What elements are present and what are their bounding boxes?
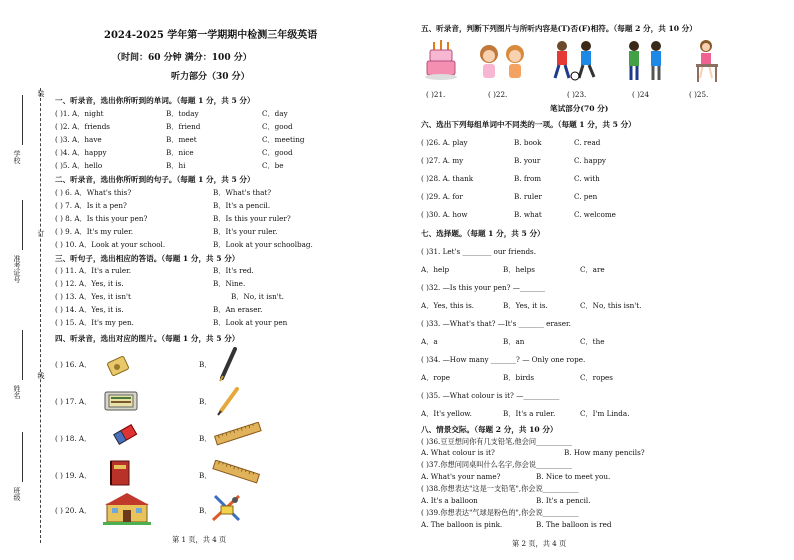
option-39b[interactable]: B. The balloon is red xyxy=(536,520,612,529)
question-18[interactable]: ( ) 18. A． xyxy=(55,434,92,443)
question-2[interactable]: ( )2. A．friends xyxy=(55,122,110,131)
option-7b[interactable]: B．It's a pencil. xyxy=(213,201,271,210)
option-31a[interactable]: A．help xyxy=(421,265,450,274)
option-30c[interactable]: C. welcome xyxy=(574,210,616,219)
two-boys-image[interactable] xyxy=(622,38,670,84)
section-7-heading: 七、选择题。（每题 1 分，共 5 分） xyxy=(421,229,545,238)
option-19b[interactable]: B． xyxy=(199,471,212,480)
section-8-heading: 八、情景交际。（每题 2 分，共 10 分） xyxy=(421,425,558,434)
option-39a[interactable]: A. The balloon is pink. xyxy=(421,520,503,529)
option-18b[interactable]: B． xyxy=(199,434,212,443)
question-11[interactable]: ( ) 11. A．It's a ruler. xyxy=(55,266,132,275)
page-title: 2024-2025 学年第一学期期中检测三年级英语 xyxy=(104,30,318,41)
question-28[interactable]: ( )28. A. thank xyxy=(421,174,474,183)
option-28b[interactable]: B. from xyxy=(514,174,542,183)
option-5b[interactable]: B．hi xyxy=(166,161,186,170)
written-heading: 笔试部分(70 分) xyxy=(550,104,609,113)
binding-line xyxy=(40,88,41,543)
option-27b[interactable]: B. your xyxy=(514,156,541,165)
question-37[interactable]: ( )37.你想问同桌叫什么名字,你会说__________ xyxy=(421,460,572,469)
question-7[interactable]: ( ) 7. A．Is it a pen? xyxy=(55,201,127,210)
option-35b[interactable]: B．It's a ruler. xyxy=(503,409,556,418)
option-37a[interactable]: A. What's your name? xyxy=(421,472,501,481)
question-29[interactable]: ( )29. A. for xyxy=(421,192,463,201)
option-32c[interactable]: C．No, this isn't. xyxy=(580,301,642,310)
option-30b[interactable]: B. what xyxy=(514,210,542,219)
option-28c[interactable]: C. with xyxy=(574,174,600,183)
option-29b[interactable]: B. ruler xyxy=(514,192,542,201)
option-31b[interactable]: B．helps xyxy=(503,265,535,274)
page-2-footer: 第 2 页，共 4 页 xyxy=(512,539,567,548)
question-5[interactable]: ( )5. A．hello xyxy=(55,161,103,170)
option-12b[interactable]: B．Nine. xyxy=(213,279,246,288)
question-4[interactable]: ( )4. A．happy xyxy=(55,148,107,157)
question-20[interactable]: ( ) 20. A． xyxy=(55,506,92,515)
school-image[interactable] xyxy=(103,490,151,526)
pen-image[interactable] xyxy=(217,346,239,382)
answer-25[interactable]: ( )25. xyxy=(689,90,709,99)
question-6[interactable]: ( ) 6. A．What's this? xyxy=(55,188,132,197)
section-1-heading: 一、听录音，选出你所听到的单词。（每题 1 分，共 5 分） xyxy=(55,96,255,105)
option-38b[interactable]: B. It's a pencil. xyxy=(536,496,591,505)
option-34c[interactable]: C．ropes xyxy=(580,373,613,382)
question-3[interactable]: ( )3. A．have xyxy=(55,135,102,144)
question-16[interactable]: ( ) 16. A． xyxy=(55,360,92,369)
answer-23[interactable]: ( )23. xyxy=(567,90,587,99)
question-15[interactable]: ( ) 15. A．It's my pen. xyxy=(55,318,134,327)
question-36[interactable]: ( )36.豆豆想问你有几支铅笔,他会问__________ xyxy=(421,437,572,446)
option-31c[interactable]: C．are xyxy=(580,265,605,274)
option-3b[interactable]: B．meet xyxy=(166,135,197,144)
question-32[interactable]: ( )32. —Is this your pen? —_______ xyxy=(421,283,546,292)
option-4c[interactable]: C．good xyxy=(262,148,293,157)
question-34[interactable]: ( )34. —How many _______? — Only one rope. xyxy=(421,355,586,364)
question-13[interactable]: ( ) 13. A．Yes, it isn't xyxy=(55,292,131,301)
section-3-heading: 三、听句子，选出相应的答语。（每题 1 分，共 5 分） xyxy=(55,254,240,263)
question-1[interactable]: ( )1. A．night xyxy=(55,109,104,118)
option-2c[interactable]: C．good xyxy=(262,122,293,131)
option-38a[interactable]: A. It's a balloon xyxy=(421,496,478,505)
question-30[interactable]: ( )30. A. how xyxy=(421,210,468,219)
option-11b[interactable]: B．It's red. xyxy=(213,266,254,275)
question-38[interactable]: ( )38.你想表达"这是一支铅笔",你会说__________ xyxy=(421,484,579,493)
book-image[interactable] xyxy=(107,458,133,488)
class-field[interactable] xyxy=(22,432,23,482)
exam-info: （时间：60 分钟 满分：100 分） xyxy=(112,53,252,63)
eraser-image[interactable] xyxy=(111,420,139,448)
option-36b[interactable]: B. How many pencils? xyxy=(564,448,645,457)
stationery-image[interactable] xyxy=(209,490,245,526)
option-32b[interactable]: B．Yes, it is. xyxy=(503,301,548,310)
option-36a[interactable]: A. What colour is it? xyxy=(421,448,495,457)
page-1-footer: 第 1 页，共 4 页 xyxy=(172,535,227,544)
pencil-case-image[interactable] xyxy=(103,386,139,414)
option-6b[interactable]: B．What's that? xyxy=(213,188,272,197)
option-2b[interactable]: B．friend xyxy=(166,122,201,131)
option-1b[interactable]: B．today xyxy=(166,109,199,118)
girl-on-chair-image[interactable] xyxy=(690,38,724,84)
section-5-heading: 五、听录音，判断下列图片与所听内容是(T)否(F)相符。（每题 2 分，共 10 分） xyxy=(421,24,697,33)
question-26[interactable]: ( )26. A. play xyxy=(421,138,468,147)
ruler-image-19b[interactable] xyxy=(211,460,261,484)
option-9b[interactable]: B．It's your ruler. xyxy=(213,227,278,236)
question-17[interactable]: ( ) 17. A． xyxy=(55,397,92,406)
answer-21[interactable]: ( )21. xyxy=(426,90,446,99)
option-4b[interactable]: B．nice xyxy=(166,148,194,157)
option-8b[interactable]: B．Is this your ruler? xyxy=(213,214,291,223)
option-13b[interactable]: B．No, it isn't. xyxy=(231,292,284,301)
option-26b[interactable]: B. book xyxy=(514,138,542,147)
section-4-heading: 四、听录音，选出对应的图片。（每题 1 分，共 5 分） xyxy=(55,334,240,343)
option-33a[interactable]: A．a xyxy=(421,337,438,346)
question-10[interactable]: ( ) 10. A．Look at your school. xyxy=(55,240,166,249)
option-27c[interactable]: C. happy xyxy=(574,156,606,165)
answer-24[interactable]: ( )24 xyxy=(632,90,650,99)
birthday-cake-image[interactable] xyxy=(424,38,458,82)
listening-heading: 听力部分（30 分） xyxy=(171,72,250,82)
question-27[interactable]: ( )27. A. my xyxy=(421,156,464,165)
option-34b[interactable]: B．birds xyxy=(503,373,535,382)
option-35a[interactable]: A．It's yellow. xyxy=(421,409,472,418)
section-2-heading: 二、听录音，选出你所听到的句子。（每题 1 分，共 5 分） xyxy=(55,175,255,184)
option-1c[interactable]: C．day xyxy=(262,109,288,118)
question-12[interactable]: ( ) 12. A．Yes, it is. xyxy=(55,279,124,288)
option-3c[interactable]: C．meeting xyxy=(262,135,305,144)
option-33b[interactable]: B．an xyxy=(503,337,525,346)
option-14b[interactable]: B．An eraser. xyxy=(213,305,263,314)
question-33[interactable]: ( )33. —What's that? —It's _______ eraser. xyxy=(421,319,571,328)
option-10b[interactable]: B．Look at your schoolbag. xyxy=(213,240,313,249)
question-39[interactable]: ( )39.你想表达"气球是粉色的",你会说__________ xyxy=(421,508,579,517)
option-15b[interactable]: B．Look at your pen xyxy=(213,318,288,327)
option-32a[interactable]: A．Yes, this is. xyxy=(421,301,475,310)
option-37b[interactable]: B. Nice to meet you. xyxy=(536,472,611,481)
question-8[interactable]: ( ) 8. A．Is this your pen? xyxy=(55,214,148,223)
binding-mark-2: 订 xyxy=(37,230,45,237)
question-35[interactable]: ( )35. —What colour is it? —__________ xyxy=(421,391,560,400)
question-14[interactable]: ( ) 14. A．Yes, it is. xyxy=(55,305,124,314)
option-35c[interactable]: C．I'm Linda. xyxy=(580,409,630,418)
answer-22[interactable]: ( )22. xyxy=(488,90,508,99)
option-20b[interactable]: B． xyxy=(199,506,212,515)
option-5c[interactable]: C．be xyxy=(262,161,284,170)
pencil-image[interactable] xyxy=(215,386,241,416)
section-6-heading: 六、选出下列每组单词中不同类的一项。（每题 1 分，共 5 分） xyxy=(421,120,636,129)
name-label: 姓名 xyxy=(13,385,21,399)
option-17b[interactable]: B． xyxy=(199,397,212,406)
exam-no-label: 准考证号 xyxy=(13,255,21,283)
question-19[interactable]: ( ) 19. A． xyxy=(55,471,92,480)
school-label: 学校 xyxy=(13,150,21,164)
exam-no-field[interactable] xyxy=(22,200,23,250)
option-33c[interactable]: C．the xyxy=(580,337,605,346)
option-26c[interactable]: C. read xyxy=(574,138,601,147)
two-girls-image[interactable] xyxy=(475,40,531,82)
name-field[interactable] xyxy=(22,330,23,380)
question-9[interactable]: ( ) 9. A．It's my ruler. xyxy=(55,227,134,236)
option-29c[interactable]: C. pen xyxy=(574,192,598,201)
pencil-sharpener-image[interactable] xyxy=(103,349,135,381)
boys-football-image[interactable] xyxy=(548,38,604,82)
binding-mark-1: 装 xyxy=(37,90,45,97)
option-16b[interactable]: B． xyxy=(199,360,212,369)
option-34a[interactable]: A．rope xyxy=(421,373,450,382)
ruler-image-18b[interactable] xyxy=(213,422,263,446)
question-31[interactable]: ( )31. Let's ________ our friends. xyxy=(421,247,537,256)
class-label: 班级 xyxy=(13,487,21,501)
binding-mark-3: 线 xyxy=(37,372,45,379)
school-field[interactable] xyxy=(22,95,23,145)
